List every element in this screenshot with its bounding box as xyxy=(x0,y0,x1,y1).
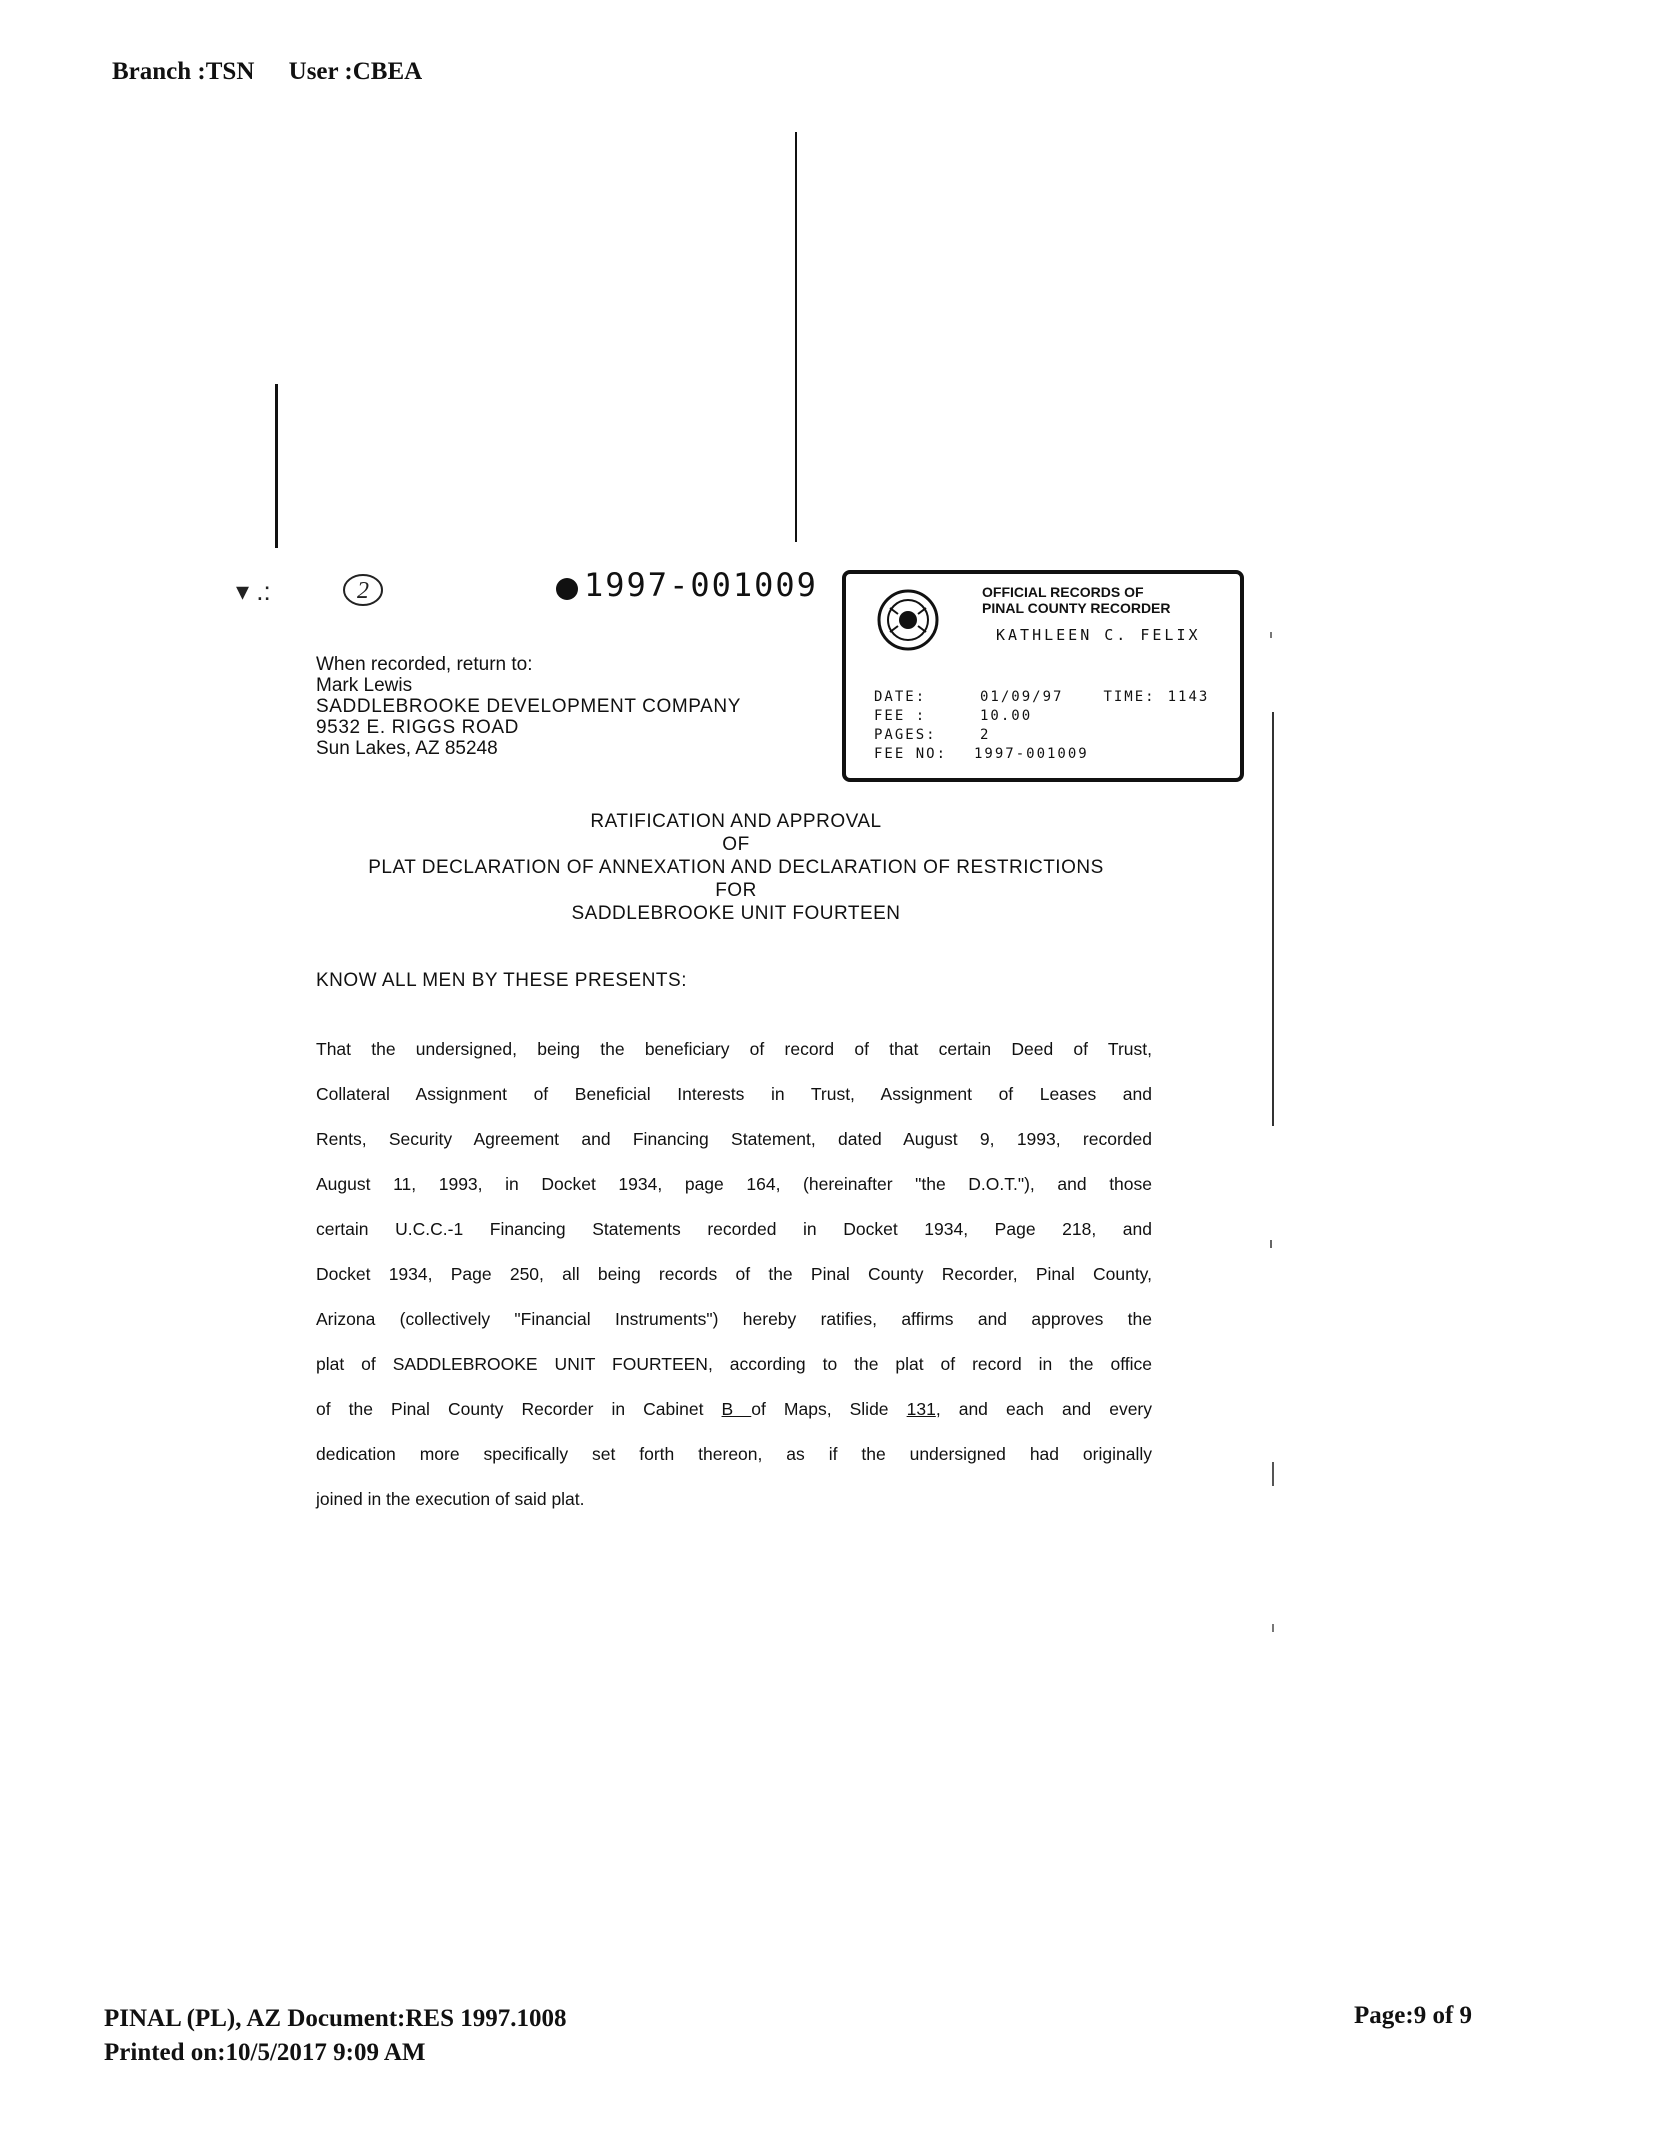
title-line: PLAT DECLARATION OF ANNEXATION AND DECLARATION OF RESTRICTIONS xyxy=(368,857,1104,878)
stamp-time-label: TIME: xyxy=(1103,689,1156,705)
body-line: certain U.C.C.-1 Financing Statements recorded in Docket 1934, Page 218, and xyxy=(316,1219,1152,1239)
cabinet-value: B xyxy=(721,1399,752,1419)
stamp-title-line: OFFICIAL RECORDS OF xyxy=(982,584,1144,600)
stamp-details xyxy=(874,688,1209,764)
title-line: RATIFICATION AND APPROVAL xyxy=(590,811,882,832)
scan-line xyxy=(795,132,797,542)
return-company: SADDLEBROOKE DEVELOPMENT COMPANY xyxy=(316,696,741,717)
stamp-recorder-name: KATHLEEN C. FELIX xyxy=(996,626,1201,644)
body-line: Arizona (collectively "Financial Instruments") hereby ratifies, affirms and approves the xyxy=(316,1309,1152,1329)
scan-speck xyxy=(1270,632,1272,638)
document-number: 1997-001009 xyxy=(584,566,818,604)
stamp-pages-label: PAGES: xyxy=(874,727,937,743)
stamp-pages-value: 2 xyxy=(980,727,991,743)
slide-value: 131 xyxy=(906,1399,936,1419)
stamp-fee-row xyxy=(874,707,1209,726)
bullet-mark xyxy=(556,578,578,600)
body-line: Collateral Assignment of Beneficial Interests in Trust, Assignment of Leases and xyxy=(316,1084,1152,1104)
stamp-fee-label: FEE : xyxy=(874,708,927,724)
stamp-title xyxy=(982,584,1171,616)
title-line: OF xyxy=(722,834,750,855)
document-number-block xyxy=(556,566,818,604)
return-street: 9532 E. RIGGS ROAD xyxy=(316,717,519,738)
stamp-fee-value: 10.00 xyxy=(980,708,1033,724)
return-label: When recorded, return to: xyxy=(316,654,533,675)
title-line: SADDLEBROOKE UNIT FOURTEEN xyxy=(571,903,901,924)
footer-left xyxy=(104,2002,567,2070)
stamp-title-line: PINAL COUNTY RECORDER xyxy=(982,600,1171,616)
stamp-date-value: 01/09/97 xyxy=(980,689,1064,705)
stamp-fee-no-label: FEE NO: xyxy=(874,746,948,762)
body-line-with-fields xyxy=(316,1394,1152,1439)
stamp-date-label: DATE: xyxy=(874,689,927,705)
body-line: plat of SADDLEBROOKE UNIT FOURTEEN, according to the plat of record in the office xyxy=(316,1354,1152,1374)
body-line: Docket 1934, Page 250, all being records of the Pinal County Recorder, Pinal County, xyxy=(316,1264,1152,1284)
circled-number-annotation xyxy=(342,572,384,608)
return-city: Sun Lakes, AZ 85248 xyxy=(316,738,498,759)
branch-label: Branch :TSN xyxy=(112,58,255,85)
page-indicator: Page:9 of 9 xyxy=(1354,2002,1473,2029)
body-line: dedication more specifically set forth thereon, as if the undersigned had originally xyxy=(316,1444,1152,1464)
body-paragraph xyxy=(316,1034,1152,1529)
body-line-part: , and each and every xyxy=(935,1399,1153,1419)
stamp-date-row xyxy=(874,688,1209,707)
return-name: Mark Lewis xyxy=(316,675,413,696)
return-address-block xyxy=(316,654,741,759)
scan-line xyxy=(1272,712,1274,1126)
stamp-time-value: 1143 xyxy=(1167,689,1210,705)
body-line: Rents, Security Agreement and Financing Statement, dated August 9, 1993, recorded xyxy=(316,1129,1152,1149)
footer-printed-line: Printed on:10/5/2017 9:09 AM xyxy=(104,2039,426,2066)
footer-document-line: PINAL (PL), AZ Document:RES 1997.1008 xyxy=(104,2005,567,2032)
title-line: FOR xyxy=(715,880,757,901)
body-line-part: of the Pinal County Recorder in Cabinet xyxy=(316,1399,704,1419)
header-line xyxy=(112,58,450,86)
body-line-part: of Maps, Slide xyxy=(751,1399,889,1419)
body-line: August 11, 1993, in Docket 1934, page 164, (hereinafter "the D.O.T."), and those xyxy=(316,1174,1152,1194)
document-title xyxy=(300,810,1172,925)
scan-speck xyxy=(1272,1624,1274,1632)
scan-speck xyxy=(1270,1240,1272,1248)
scan-line xyxy=(275,384,278,548)
county-seal-icon xyxy=(876,588,940,652)
stamp-pages-row xyxy=(874,726,1209,745)
handwritten-marks: ▾ .: xyxy=(236,576,271,606)
circled-number-text: 2 xyxy=(357,578,369,604)
scan-speck xyxy=(1272,1462,1274,1486)
stamp-fee-no-value: 1997-001009 xyxy=(974,746,1089,762)
body-line: joined in the execution of said plat. xyxy=(316,1489,585,1509)
stamp-fee-no-row xyxy=(874,745,1209,764)
recorder-stamp xyxy=(842,570,1244,782)
intro-heading: KNOW ALL MEN BY THESE PRESENTS: xyxy=(316,970,687,991)
body-line: That the undersigned, being the beneficiary of record of that certain Deed of Trust, xyxy=(316,1039,1152,1059)
user-label: User :CBEA xyxy=(288,58,423,85)
